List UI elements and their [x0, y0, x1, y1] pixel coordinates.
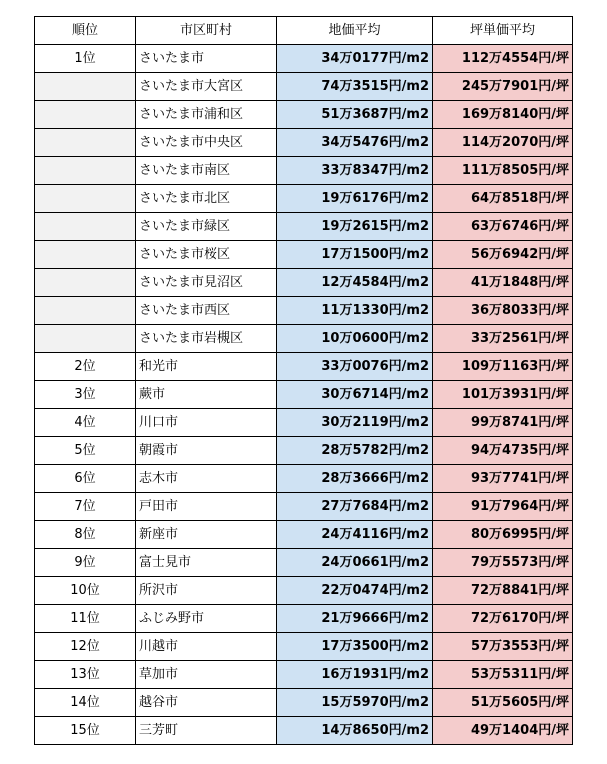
rank-cell [35, 73, 136, 101]
tsubo-price-cell: 111万8505円/坪 [433, 157, 573, 185]
land-price-cell: 15万5970円/m2 [277, 689, 433, 717]
tsubo-price-cell: 33万2561円/坪 [433, 325, 573, 353]
land-price-cell: 11万1330円/m2 [277, 297, 433, 325]
rank-cell: 8位 [35, 521, 136, 549]
table-body [35, 45, 573, 745]
rank-cell [35, 269, 136, 297]
city-cell: さいたま市中央区 [136, 129, 277, 157]
city-cell: さいたま市浦和区 [136, 101, 277, 129]
tsubo-price-cell: 53万5311円/坪 [433, 661, 573, 689]
rank-cell: 1位 [35, 45, 136, 73]
rank-cell: 12位 [35, 633, 136, 661]
tsubo-price-cell: 112万4554円/坪 [433, 45, 573, 73]
city-cell: さいたま市北区 [136, 185, 277, 213]
table-row [35, 269, 573, 297]
table-row [35, 129, 573, 157]
city-cell: 草加市 [136, 661, 277, 689]
land-price-cell: 24万0661円/m2 [277, 549, 433, 577]
table-row [35, 45, 573, 73]
rank-cell: 2位 [35, 353, 136, 381]
city-cell: 戸田市 [136, 493, 277, 521]
table-row [35, 521, 573, 549]
table-row [35, 465, 573, 493]
land-price-cell: 28万5782円/m2 [277, 437, 433, 465]
tsubo-price-cell: 93万7741円/坪 [433, 465, 573, 493]
land-price-cell: 22万0474円/m2 [277, 577, 433, 605]
tsubo-price-cell: 72万8841円/坪 [433, 577, 573, 605]
table-row [35, 689, 573, 717]
city-cell: さいたま市 [136, 45, 277, 73]
table-row [35, 101, 573, 129]
rank-cell: 7位 [35, 493, 136, 521]
land-price-cell: 30万2119円/m2 [277, 409, 433, 437]
land-price-cell: 16万1931円/m2 [277, 661, 433, 689]
rank-cell [35, 101, 136, 129]
rank-cell: 13位 [35, 661, 136, 689]
rank-cell: 9位 [35, 549, 136, 577]
city-cell: 三芳町 [136, 717, 277, 745]
city-cell: 志木市 [136, 465, 277, 493]
tsubo-price-cell: 64万8518円/坪 [433, 185, 573, 213]
city-cell: さいたま市岩槻区 [136, 325, 277, 353]
tsubo-price-cell: 114万2070円/坪 [433, 129, 573, 157]
tsubo-price-cell: 245万7901円/坪 [433, 73, 573, 101]
rank-cell: 15位 [35, 717, 136, 745]
header-rank: 順位 [35, 17, 136, 45]
rank-cell [35, 325, 136, 353]
rank-cell: 11位 [35, 605, 136, 633]
tsubo-price-cell: 169万8140円/坪 [433, 101, 573, 129]
city-cell: 和光市 [136, 353, 277, 381]
land-price-cell: 34万5476円/m2 [277, 129, 433, 157]
table-header [35, 17, 573, 45]
city-cell: 川越市 [136, 633, 277, 661]
table-row [35, 241, 573, 269]
table-row [35, 73, 573, 101]
city-cell: さいたま市大宮区 [136, 73, 277, 101]
land-price-cell: 14万8650円/m2 [277, 717, 433, 745]
land-price-cell: 27万7684円/m2 [277, 493, 433, 521]
rank-cell [35, 129, 136, 157]
tsubo-price-cell: 51万5605円/坪 [433, 689, 573, 717]
tsubo-price-cell: 80万6995円/坪 [433, 521, 573, 549]
table-row [35, 325, 573, 353]
table-row [35, 633, 573, 661]
land-price-cell: 24万4116円/m2 [277, 521, 433, 549]
land-price-cell: 34万0177円/m2 [277, 45, 433, 73]
table-row [35, 353, 573, 381]
rank-cell [35, 185, 136, 213]
land-price-cell: 19万2615円/m2 [277, 213, 433, 241]
city-cell: 越谷市 [136, 689, 277, 717]
tsubo-price-cell: 36万8033円/坪 [433, 297, 573, 325]
table-row [35, 661, 573, 689]
land-price-cell: 17万3500円/m2 [277, 633, 433, 661]
table-row [35, 605, 573, 633]
city-cell: 川口市 [136, 409, 277, 437]
table-row [35, 297, 573, 325]
city-cell: さいたま市西区 [136, 297, 277, 325]
tsubo-price-cell: 41万1848円/坪 [433, 269, 573, 297]
table-row [35, 409, 573, 437]
rank-cell: 4位 [35, 409, 136, 437]
rank-cell: 6位 [35, 465, 136, 493]
tsubo-price-cell: 101万3931円/坪 [433, 381, 573, 409]
land-price-cell: 21万9666円/m2 [277, 605, 433, 633]
tsubo-price-cell: 49万1404円/坪 [433, 717, 573, 745]
land-price-cell: 17万1500円/m2 [277, 241, 433, 269]
tsubo-price-cell: 79万5573円/坪 [433, 549, 573, 577]
land-price-ranking-table [34, 16, 573, 745]
table-row [35, 437, 573, 465]
table-row [35, 493, 573, 521]
land-price-cell: 33万8347円/m2 [277, 157, 433, 185]
land-price-cell: 74万3515円/m2 [277, 73, 433, 101]
tsubo-price-cell: 109万1163円/坪 [433, 353, 573, 381]
tsubo-price-cell: 57万3553円/坪 [433, 633, 573, 661]
table-row [35, 717, 573, 745]
city-cell: ふじみ野市 [136, 605, 277, 633]
tsubo-price-cell: 63万6746円/坪 [433, 213, 573, 241]
table-row [35, 213, 573, 241]
tsubo-price-cell: 56万6942円/坪 [433, 241, 573, 269]
land-price-cell: 12万4584円/m2 [277, 269, 433, 297]
rank-cell: 3位 [35, 381, 136, 409]
rank-cell [35, 213, 136, 241]
land-price-cell: 33万0076円/m2 [277, 353, 433, 381]
header-row [35, 17, 573, 45]
table-row [35, 549, 573, 577]
city-cell: さいたま市桜区 [136, 241, 277, 269]
land-price-cell: 51万3687円/m2 [277, 101, 433, 129]
land-price-cell: 19万6176円/m2 [277, 185, 433, 213]
rank-cell [35, 157, 136, 185]
tsubo-price-cell: 91万7964円/坪 [433, 493, 573, 521]
table-row [35, 185, 573, 213]
tsubo-price-cell: 72万6170円/坪 [433, 605, 573, 633]
city-cell: さいたま市見沼区 [136, 269, 277, 297]
header-tsubo-price: 坪単価平均 [433, 17, 573, 45]
header-city: 市区町村 [136, 17, 277, 45]
rank-cell: 14位 [35, 689, 136, 717]
city-cell: 蕨市 [136, 381, 277, 409]
land-price-cell: 10万0600円/m2 [277, 325, 433, 353]
land-price-cell: 30万6714円/m2 [277, 381, 433, 409]
city-cell: 所沢市 [136, 577, 277, 605]
rank-cell: 5位 [35, 437, 136, 465]
city-cell: さいたま市緑区 [136, 213, 277, 241]
table-row [35, 157, 573, 185]
rank-cell [35, 241, 136, 269]
header-land-price: 地価平均 [277, 17, 433, 45]
city-cell: 新座市 [136, 521, 277, 549]
tsubo-price-cell: 94万4735円/坪 [433, 437, 573, 465]
table-row [35, 381, 573, 409]
city-cell: 朝霞市 [136, 437, 277, 465]
rank-cell [35, 297, 136, 325]
land-price-cell: 28万3666円/m2 [277, 465, 433, 493]
table-row [35, 577, 573, 605]
rank-cell: 10位 [35, 577, 136, 605]
city-cell: 富士見市 [136, 549, 277, 577]
city-cell: さいたま市南区 [136, 157, 277, 185]
tsubo-price-cell: 99万8741円/坪 [433, 409, 573, 437]
